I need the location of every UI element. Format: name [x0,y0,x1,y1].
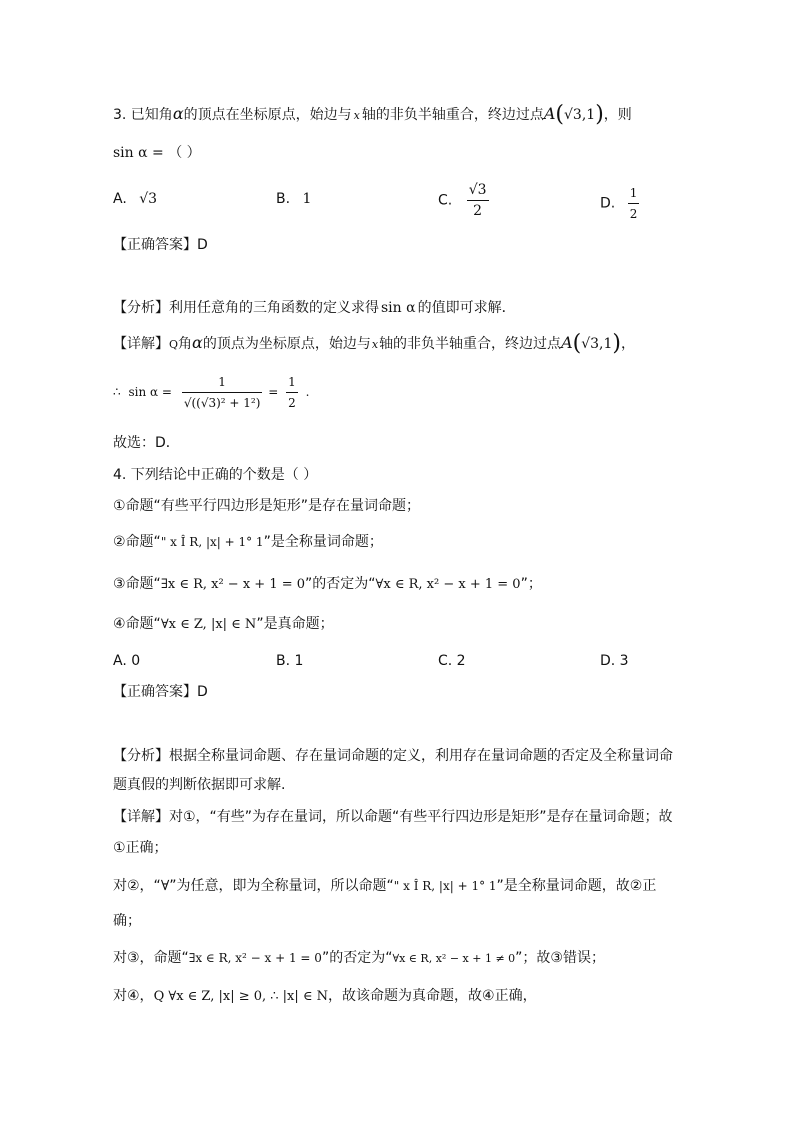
q3-option-d-label: D. [600,195,616,212]
q3-detail-text1: 角 [178,336,193,352]
q4-option-b: B. 1 [276,653,304,669]
q4-item3-expr2: ∀x ∈ R, x² − x + 1 = 0 [375,577,521,592]
q4-item4 [113,614,334,635]
q3-detail-prefix: 【详解】 [113,336,169,352]
q3-option-c-denominator: 2 [467,200,489,221]
q3-detail-x-var: x [371,338,379,351]
q3-option-c-fraction [467,180,489,221]
q3-option-d [600,183,639,224]
q3-calc-end: . [305,385,310,399]
q4-detail4-suffix: ，故该命题为真命题，故④正确， [328,988,537,1004]
forall-symbol: ∀ [160,878,170,894]
q3-detail: 【详解】Q角α的顶点为坐标原点，始边与x轴的非负半轴重合，终边过点A(√3,1)， [113,331,635,356]
q3-calc-result-fraction [286,372,298,413]
q3-alpha: α [172,104,184,123]
q4-item3-suffix: ”； [520,576,542,592]
q3-analysis-prefix: 【分析】利用任意角的三角函数的定义求得 [113,300,379,316]
q3-stem-mid1: 的顶点在坐标原点，始边与 [183,107,352,123]
q3-option-a [113,189,157,209]
q4-detail4-expr: Q ∀x ∈ Z, |x| ≥ 0, ∴ |x| ∈ N [153,989,329,1004]
q4-item2-prefix: ②命题“ [113,534,161,550]
q3-option-c-label: C. [438,192,453,209]
q3-calc-eq: = [268,385,279,399]
q4-item2 [113,532,383,552]
q3-detail-because: Q [169,338,179,351]
q3-calc-numerator: 1 [218,375,226,389]
q4-detail3-expr1: ∃x ∈ R, x² − x + 1 = 0 [188,951,322,965]
q4-detail1-line2: ①正确； [113,840,168,856]
q4-item2-suffix: ”是全称量词命题； [263,534,383,550]
q4-item4-prefix: ④命题“ [113,616,161,632]
q4-answer: 【正确答案】D [113,684,208,700]
q3-option-a-value: √3 [139,191,158,207]
q4-item4-suffix: ”是真命题； [256,616,334,632]
q4-detail3-expr2: ∀x ∈ R, x² − x + 1 ≠ 0 [392,952,516,965]
q3-option-d-numerator: 1 [629,186,638,200]
q4-detail3 [113,948,605,969]
q3-point-a: A [543,104,556,123]
q3-detail-text3: 轴的非负半轴重合，终边过点 [379,336,562,352]
q3-calc-result-denominator: 2 [286,392,298,413]
q3-stem-mid2: 轴的非负半轴重合，终边过点 [361,107,544,123]
q4-detail2-line1 [113,876,656,896]
q4-analysis-line2: 题真假的判断依据即可求解. [113,777,286,793]
q3-analysis [113,298,516,318]
q3-choose: 故选：D． [113,435,180,451]
q3-option-b-label: B. [276,191,291,207]
q3-calculation [113,372,309,413]
q4-analysis-line1: 【分析】根据全称量词命题、存在量词命题的定义，利用存在量词命题的否定及全称量词命 [113,748,673,764]
q3-option-a-label: A. [113,191,127,207]
q4-item3 [113,574,542,595]
q3-stem-prefix: 3. 已知角 [113,107,173,123]
q4-item3-mid: ”的否定为“ [305,576,376,592]
q3-option-d-denominator: 2 [628,203,640,224]
q3-stem: 3. 已知角α的顶点在坐标原点，始边与 x 轴的非负半轴重合，终边过点A(√3,1)，则 [113,102,632,127]
q4-detail3-mid: ”的否定为“ [321,950,393,966]
q4-detail3-prefix: 对③，命题“ [113,950,189,966]
q3-detail-point-a: A [561,333,573,352]
q3-analysis-expr: sin α [381,300,416,316]
q3-calc-result-numerator: 1 [288,375,296,389]
q4-item2-expr: " x Î R, |x| + 1° 1 [160,535,264,549]
q3-calc-fraction [182,372,263,413]
q3-calc-denominator: √((√3)² + 1²) [182,392,263,413]
q4-item3-prefix: ③命题“ [113,576,161,592]
q4-item4-expr: ∀x ∈ Z, |x| ∈ N [160,617,257,632]
q4-option-c: C. 2 [438,653,466,669]
q4-item3-expr1: ∃x ∈ R, x² − x + 1 = 0 [160,577,306,592]
q4-stem: 4. 下列结论中正确的个数是（ ） [113,467,318,483]
q3-option-c [438,180,489,221]
q4-detail4-prefix: 对④， [113,988,154,1004]
q4-detail1-line1: 【详解】对①，“有些”为存在量词，所以命题“有些平行四边形是矩形”是存在量词命题；故 [113,809,673,825]
q3-answer: 【正确答案】D [113,237,208,253]
q3-x-var: x [353,109,360,122]
q3-detail-end: ， [621,336,635,352]
q3-stem-line2: sin α = （ ） [113,145,201,161]
q4-detail3-suffix: ”；故③错误； [515,950,605,966]
q3-calc-lhs: sin α = [128,385,172,399]
q3-detail-alpha: α [192,333,203,352]
q3-option-b [276,189,311,209]
q4-detail2-prefix: 对②，“ [113,878,161,894]
q3-detail-coords: √3,1 [581,336,613,352]
q4-detail2-mid: ”为任意，即为全称量词，所以命题“ [169,878,394,894]
q4-option-d: D. 3 [600,653,629,669]
q3-option-c-numerator: √3 [468,182,487,198]
q3-option-b-value: 1 [302,191,312,207]
therefore-symbol: ∴ [113,385,121,399]
q4-detail2-line2: 确； [113,913,141,929]
q4-detail2-expr: " x Î R, |x| + 1° 1 [393,879,497,893]
q4-detail2-suffix: ”是全称量词命题，故②正 [496,878,657,894]
q4-detail4 [113,986,537,1007]
q3-stem-suffix: ，则 [603,107,632,123]
q3-point-coords: √3,1 [564,107,596,123]
q4-option-a: A. 0 [113,653,141,669]
q3-option-d-fraction [628,183,640,224]
q3-detail-text2: 的顶点为坐标原点，始边与 [202,336,371,352]
q4-item1: ①命题“有些平行四边形是矩形”是存在量词命题； [113,498,421,514]
q3-analysis-suffix: 的值即可求解． [417,300,516,316]
